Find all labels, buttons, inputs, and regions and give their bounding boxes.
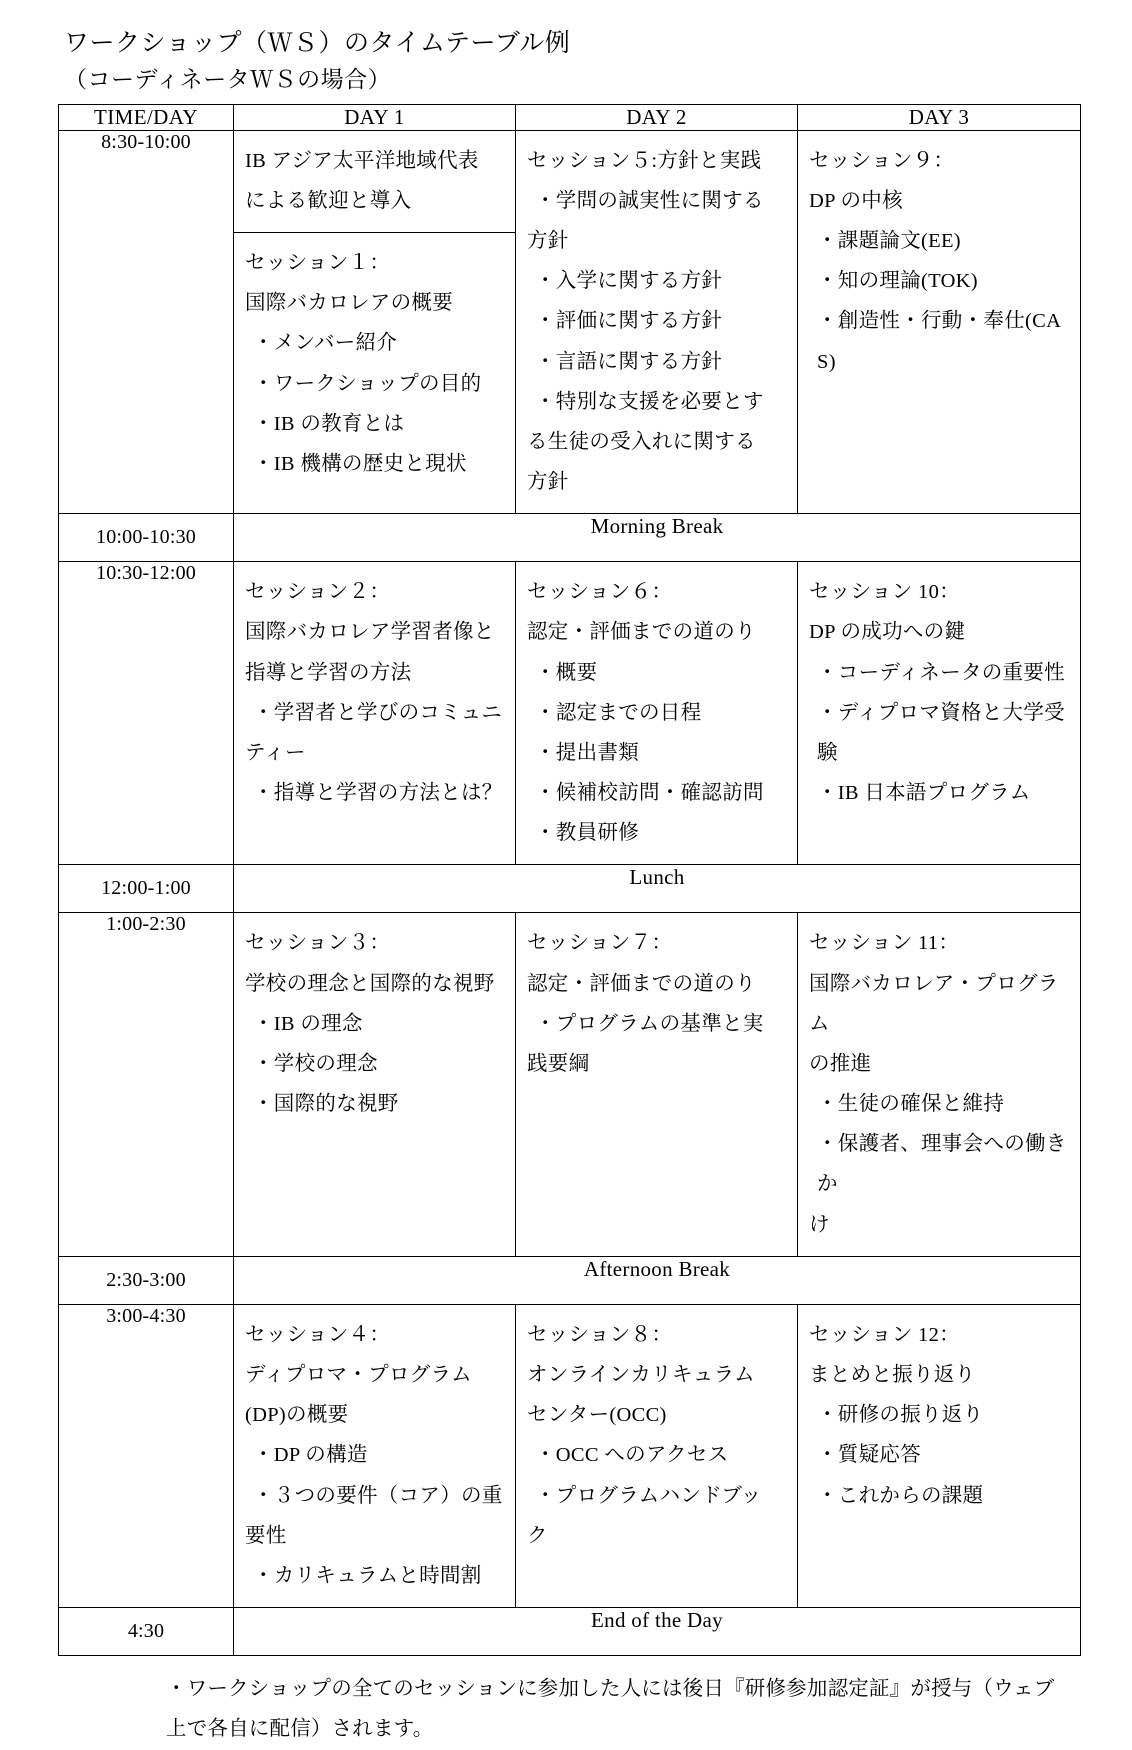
session-day1-line: ・IB 機構の歴史と現状 (253, 452, 467, 475)
session-subblock (798, 1305, 1080, 1527)
session-day1-line: ・ワークショップの目的 (253, 372, 482, 395)
session-day2-line: ク (527, 1524, 548, 1547)
table-row (59, 913, 1081, 1256)
session-subblock (798, 913, 1080, 1255)
session-day3-line: まとめと振り返り (809, 1363, 976, 1386)
workshop-timetable (58, 104, 1081, 1656)
table-row (59, 130, 1081, 514)
session-day3-line: ・課題論文(EE) (817, 230, 961, 253)
session-day1-line: セッション４： (245, 1323, 391, 1346)
table-row (59, 865, 1081, 913)
session-day3-line: ・生徒の確保と維持 (817, 1093, 1005, 1116)
break-label-cell: Afternoon Break (234, 1256, 1081, 1304)
session-day3-line: 国際バカロレア・プログラム (809, 972, 1059, 1035)
session-day2-line: センター(OCC) (527, 1404, 667, 1427)
session-subblock (516, 562, 797, 864)
table-row (59, 514, 1081, 562)
session-day1-line: ・学校の理念 (253, 1052, 378, 1075)
session-day2-line: ・提出書類 (535, 741, 639, 764)
session-cell-day2 (516, 130, 798, 514)
session-day3-line: ・研修の振り返り (817, 1404, 984, 1427)
table-header-row (59, 104, 1081, 130)
session-day1-line: ・指導と学習の方法とは？ (253, 782, 503, 805)
time-label-cell: 4:30 (59, 1608, 234, 1656)
session-subblock (234, 233, 515, 495)
session-day1-line: ・DP の構造 (253, 1444, 368, 1467)
session-day2-line: セッション７： (527, 932, 673, 955)
time-label-cell: 3:00-4:30 (59, 1304, 234, 1607)
time-label-cell: 1:00-2:30 (59, 913, 234, 1256)
session-day3-line: ・これからの課題 (817, 1484, 984, 1507)
session-day3-line: DP の成功への鍵 (809, 621, 966, 644)
session-day1-line: 指導と学習の方法 (245, 661, 412, 684)
footnote: ・ワークショップの全てのセッションに参加した人には後日『研修参加認定証』が授与（ウェブ上で各自に配信）されます。 (166, 1678, 1055, 1740)
time-label-cell: 8:30-10:00 (59, 130, 234, 514)
session-intro-line: IB アジア太平洋地域代表 (245, 149, 479, 172)
session-subblock (234, 1305, 515, 1607)
session-day3-line: ・知の理論(TOK) (817, 270, 978, 293)
column-header-day2: DAY 2 (516, 104, 798, 130)
session-day2-line: 践要綱 (527, 1052, 590, 1075)
session-day2-line: ・OCC へのアクセス (535, 1444, 729, 1467)
session-day2-line: セッション８： (527, 1323, 673, 1346)
session-day1-line: ・国際的な視野 (253, 1093, 399, 1116)
session-day1-line: ・学習者と学びのコミュニ (253, 701, 503, 724)
session-day1-line: ・カリキュラムと時間割 (253, 1564, 482, 1587)
session-day2-line: ・教員研修 (535, 822, 639, 845)
table-row (59, 1256, 1081, 1304)
session-day3-line: セッション 12： (809, 1323, 960, 1346)
session-subblock-intro (234, 131, 515, 233)
session-cell-day3 (798, 130, 1081, 514)
session-cell-day3 (798, 1304, 1081, 1607)
session-day2-line: ・学問の誠実性に関する (535, 189, 764, 212)
page-subtitle: （コーディネータＷＳの場合） (64, 66, 392, 92)
session-day3-line: ・保護者、理事会への働きか (817, 1133, 1067, 1196)
session-cell-day2 (516, 562, 798, 865)
session-day1-line: ・IB の教育とは (253, 412, 405, 435)
session-day1-line: 国際バカロレアの概要 (245, 292, 453, 315)
session-subblock (234, 562, 515, 824)
session-day3-line: ・IB 日本語プログラム (817, 782, 1031, 805)
session-cell-day2 (516, 1304, 798, 1607)
session-day1-line: セッション３： (245, 932, 391, 955)
session-day2-line: セッション５:方針と実践 (527, 149, 762, 172)
session-subblock (516, 913, 797, 1095)
session-day3-line: ・創造性・行動・奉仕(CAS) (817, 310, 1062, 373)
session-subblock (798, 131, 1080, 393)
session-day3-line: セッション９： (809, 149, 955, 172)
session-day2-line: ・プログラムの基準と実 (535, 1012, 764, 1035)
session-cell-day1 (234, 562, 516, 865)
session-subblock (516, 131, 797, 514)
session-cell-day3 (798, 562, 1081, 865)
session-day3-line: セッション 11： (809, 932, 960, 955)
time-label-cell: 10:30-12:00 (59, 562, 234, 865)
session-intro-line: による歓迎と導入 (245, 189, 412, 212)
session-day2-line: ・候補校訪問・確認訪問 (535, 782, 764, 805)
session-day3-line: ・コーディネータの重要性 (817, 661, 1065, 684)
column-header-day1: DAY 1 (234, 104, 516, 130)
session-day2-line: 認定・評価までの道のり (527, 972, 756, 995)
column-header-day3: DAY 3 (798, 104, 1081, 130)
table-row (59, 562, 1081, 865)
session-day2-line: 方針 (527, 471, 569, 494)
session-day1-line: (DP)の概要 (245, 1404, 349, 1427)
session-day2-line: ・特別な支援を必要とす (535, 390, 764, 413)
session-day1-line: 要性 (245, 1524, 287, 1547)
session-day3-line: ・ディプロマ資格と大学受験 (817, 701, 1065, 764)
session-day1-line: ディプロマ・プログラム (245, 1363, 472, 1386)
column-header-time: TIME/DAY (59, 104, 234, 130)
session-day3-line: DP の中核 (809, 189, 903, 212)
table-row (59, 1304, 1081, 1607)
session-day3-line: セッション 10： (809, 581, 960, 604)
session-day3-line: の推進 (809, 1052, 872, 1075)
session-cell-day1 (234, 913, 516, 1256)
session-day1-line: セッション１： (245, 252, 391, 275)
time-label-cell: 2:30-3:00 (59, 1256, 234, 1304)
session-day2-line: ・入学に関する方針 (535, 270, 723, 293)
session-day1-line: 学校の理念と国際的な視野 (245, 972, 495, 995)
session-day3-line: け (809, 1213, 830, 1236)
session-day2-line: 方針 (527, 230, 569, 253)
session-day2-line: ・言語に関する方針 (535, 350, 723, 373)
time-label-cell: 12:00-1:00 (59, 865, 234, 913)
session-day2-line: ・プログラムハンドブッ (535, 1484, 762, 1507)
session-day2-line: る生徒の受入れに関する (527, 430, 756, 453)
table-header (59, 104, 1081, 130)
session-cell-day2 (516, 913, 798, 1256)
break-label-cell: Lunch (234, 865, 1081, 913)
session-subblock (516, 1305, 797, 1567)
session-cell-day1 (234, 130, 516, 514)
session-day2-line: セッション６： (527, 581, 673, 604)
session-subblock (234, 913, 515, 1135)
session-day2-line: ・認定までの日程 (535, 701, 702, 724)
session-day1-line: ・メンバー紹介 (253, 332, 398, 355)
session-day2-line: ・評価に関する方針 (535, 310, 723, 333)
session-day1-line: ・３つの要件（コア）の重 (253, 1484, 503, 1507)
break-label-cell: End of the Day (234, 1608, 1081, 1656)
session-day1-line: ティー (245, 741, 306, 764)
session-cell-day1 (234, 1304, 516, 1607)
page-title: ワークショップ（ＷＳ）のタイムテーブル例 (64, 30, 571, 57)
session-day3-line: ・質疑応答 (817, 1444, 921, 1467)
time-label-cell: 10:00-10:30 (59, 514, 234, 562)
session-day2-line: 認定・評価までの道のり (527, 621, 756, 644)
session-day1-line: セッション２： (245, 581, 391, 604)
table-row (59, 1608, 1081, 1656)
session-cell-day3 (798, 913, 1081, 1256)
session-subblock (798, 562, 1080, 824)
break-label-cell: Morning Break (234, 514, 1081, 562)
session-day2-line: オンラインカリキュラム (527, 1363, 755, 1386)
session-day1-line: ・IB の理念 (253, 1012, 363, 1035)
table-body (59, 130, 1081, 1655)
session-day1-line: 国際バカロレア学習者像と (245, 621, 495, 644)
session-day2-line: ・概要 (535, 661, 598, 684)
